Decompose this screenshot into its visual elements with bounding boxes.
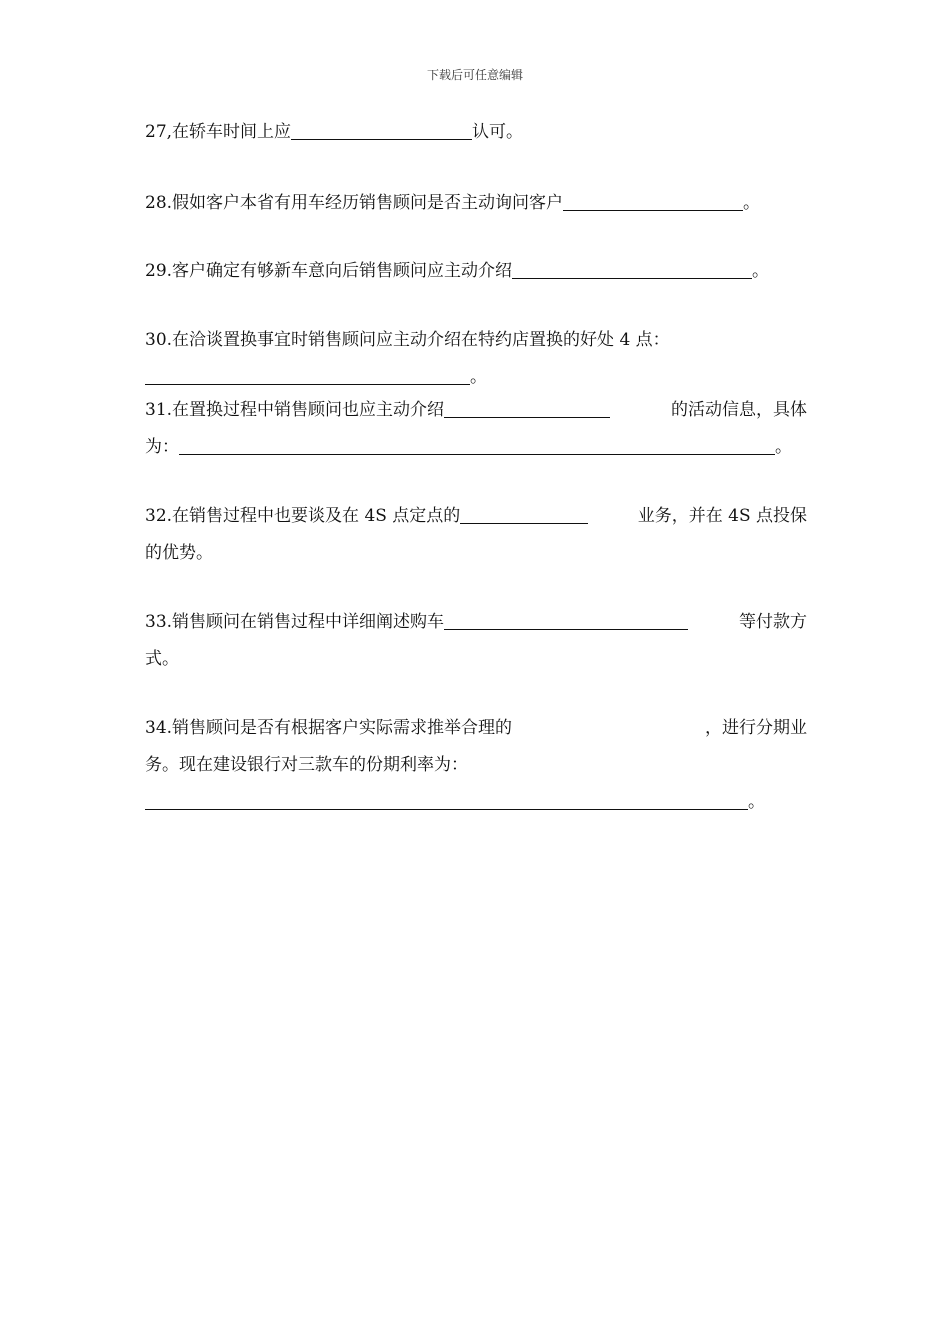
q29-prefix: 29.客户确定有够新车意向后销售顾问应主动介绍: [145, 261, 513, 281]
q34-blank-2[interactable]: [145, 787, 748, 810]
q31-line2: [145, 429, 807, 466]
q34-line1: [145, 710, 807, 747]
q33-prefix-group: [145, 604, 688, 641]
question-27: [145, 114, 807, 151]
question-28: [145, 185, 807, 222]
q28-blank[interactable]: [563, 188, 743, 211]
q29-suffix: 。: [752, 261, 770, 281]
q31-blank-2[interactable]: [179, 432, 775, 455]
q34-prefix-group: [145, 710, 636, 747]
q28-prefix: 28.假如客户本省有用车经历销售顾问是否主动询问客户: [145, 193, 564, 213]
q31-mid: 的活动信息，具体: [671, 400, 807, 420]
q33-mid: 等付款方: [739, 612, 807, 632]
q34-blank-1[interactable]: [512, 714, 636, 736]
q27-prefix: 27,在轿车时间上应: [145, 122, 292, 142]
question-32: [145, 498, 807, 572]
q31-blank-1[interactable]: [444, 395, 610, 418]
question-33: [145, 604, 807, 678]
q34-mid: ，进行分期业: [705, 718, 807, 738]
q31-prefix-group: [145, 392, 610, 429]
q32-line1: [145, 498, 807, 535]
q31-line1: [145, 392, 807, 429]
q34-line3: [145, 784, 807, 821]
q32-prefix-group: [145, 498, 588, 535]
q28-suffix: 。: [743, 193, 761, 213]
q32-blank[interactable]: [460, 501, 588, 524]
question-30: [145, 322, 807, 396]
page-header: 下载后可任意编辑: [426, 68, 523, 82]
q30-suffix: 。: [470, 367, 487, 387]
q30-line1: 30.在洽谈置换事宜时销售顾问应主动介绍在特约店置换的好处 4 点：: [145, 330, 670, 350]
q33-line1: [145, 604, 807, 641]
q30-blank[interactable]: [145, 362, 470, 385]
q27-suffix: 认可。: [472, 122, 524, 142]
question-34: [145, 710, 807, 821]
q33-blank[interactable]: [444, 607, 688, 630]
q31-line2-prefix: 为：: [145, 437, 179, 457]
q29-blank[interactable]: [512, 256, 752, 279]
q32-prefix: 32.在销售过程中也要谈及在 4S 点定点的: [145, 506, 461, 526]
q30-line2: [145, 359, 807, 396]
q34-line2: 务。现在建设银行对三款车的份期利率为：: [145, 755, 468, 775]
q32-line2: 的优势。: [145, 543, 213, 563]
q27-blank[interactable]: [291, 117, 472, 140]
q34-prefix: 34.销售顾问是否有根据客户实际需求推举合理的: [145, 718, 513, 738]
question-31: [145, 392, 807, 466]
q31-prefix: 31.在置换过程中销售顾问也应主动介绍: [145, 400, 445, 420]
q32-mid: 业务，并在 4S 点投保: [637, 506, 807, 526]
q33-prefix: 33.销售顾问在销售过程中详细阐述购车: [145, 612, 445, 632]
question-29: [145, 253, 807, 290]
q33-line2: 式。: [145, 649, 179, 669]
q31-suffix: 。: [775, 437, 792, 457]
q34-suffix: 。: [748, 792, 765, 812]
